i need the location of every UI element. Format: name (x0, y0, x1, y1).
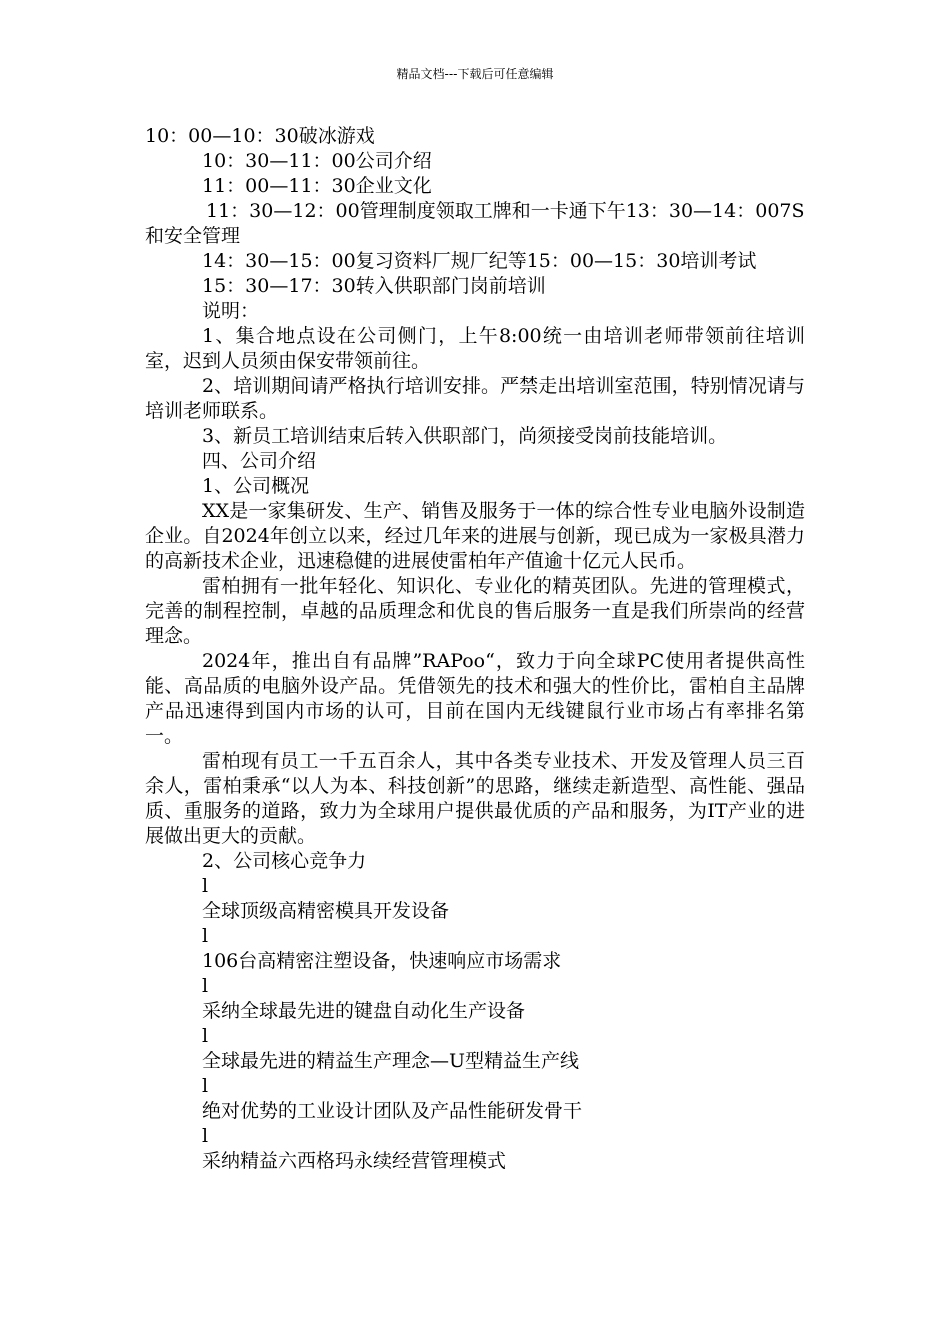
schedule-item: 10：30—11：00公司介绍 (202, 150, 432, 172)
note-item: 1、集合地点设在公司侧门，上午8:00统一由培训老师带领前往培训室，迟到人员须由保安带领前往。 (145, 325, 805, 372)
overview-paragraph: 2024年，推出自有品牌”RAPoo“，致力于向全球PC使用者提供高性能、高品质的电脑外设产品。凭借领先的技术和强大的性价比，雷柏自主品牌产品迅速得到国内市场的认可，目前在国内无线键鼠行业市场占有率排名第一。 (145, 650, 805, 747)
schedule-item: 15：30—17：30转入供职部门岗前培训 (202, 275, 546, 297)
competency-item: 采纳精益六西格玛永续经营管理模式 (202, 1150, 507, 1172)
overview-paragraph: XX是一家集研发、生产、销售及服务于一体的综合性专业电脑外设制造企业。自2024年创立以来，经过几年来的进展与创新，现已成为一家极具潜力的高新技术企业，迅速稳健的进展使雷柏年产值逾十亿元人民币。 (145, 500, 805, 572)
note-item: 3、新员工培训结束后转入供职部门，尚须接受岗前技能培训。 (202, 425, 728, 447)
schedule-item: 10：00—10：30破冰游戏 (145, 125, 375, 147)
page-header: 精品文档---下载后可任意编辑 (396, 67, 554, 81)
overview-paragraph: 雷柏现有员工一千五百余人，其中各类专业技术、开发及管理人员三百余人，雷柏秉承“以人为本、科技创新”的思路，继续走新造型、高性能、强品质、重服务的道路，致力为全球用户提供最优质的产品和服务，为IT产业的进展做出更大的贡献。 (145, 750, 805, 847)
schedule-item: 11：00—11：30企业文化 (202, 175, 432, 197)
competency-item: 绝对优势的工业设计团队及产品性能研发骨干 (202, 1100, 583, 1122)
bullet-marker: l (202, 1025, 209, 1047)
competency-item: 106台高精密注塑设备，快速响应市场需求 (202, 950, 562, 972)
subsection-title: 1、公司概况 (202, 475, 310, 497)
schedule-item: 14：30—15：00复习资料厂规厂纪等15：00—15：30培训考试 (202, 250, 757, 272)
subsection-title: 2、公司核心竞争力 (202, 850, 367, 872)
schedule-item: 11：30—12：00管理制度领取工牌和一卡通下午13：30—14：007S和安全管理 (145, 200, 805, 247)
competency-item: 全球最先进的精益生产理念—U型精益生产线 (202, 1050, 580, 1072)
bullet-marker: l (202, 975, 209, 997)
competency-item: 全球顶级高精密模具开发设备 (202, 900, 450, 922)
document-body (145, 124, 805, 1174)
bullet-marker: l (202, 1125, 209, 1147)
competency-item: 采纳全球最先进的键盘自动化生产设备 (202, 1000, 526, 1022)
bullet-marker: l (202, 925, 209, 947)
notes-title: 说明： (202, 300, 260, 322)
bullet-marker: l (202, 1075, 209, 1097)
overview-paragraph: 雷柏拥有一批年轻化、知识化、专业化的精英团队。先进的管理模式，完善的制程控制，卓越的品质理念和优良的售后服务一直是我们所崇尚的经营理念。 (145, 575, 805, 647)
note-item: 2、培训期间请严格执行培训安排。严禁走出培训室范围，特别情况请与培训老师联系。 (145, 375, 805, 422)
bullet-marker: l (202, 875, 209, 897)
section-title: 四、公司介绍 (202, 450, 317, 472)
